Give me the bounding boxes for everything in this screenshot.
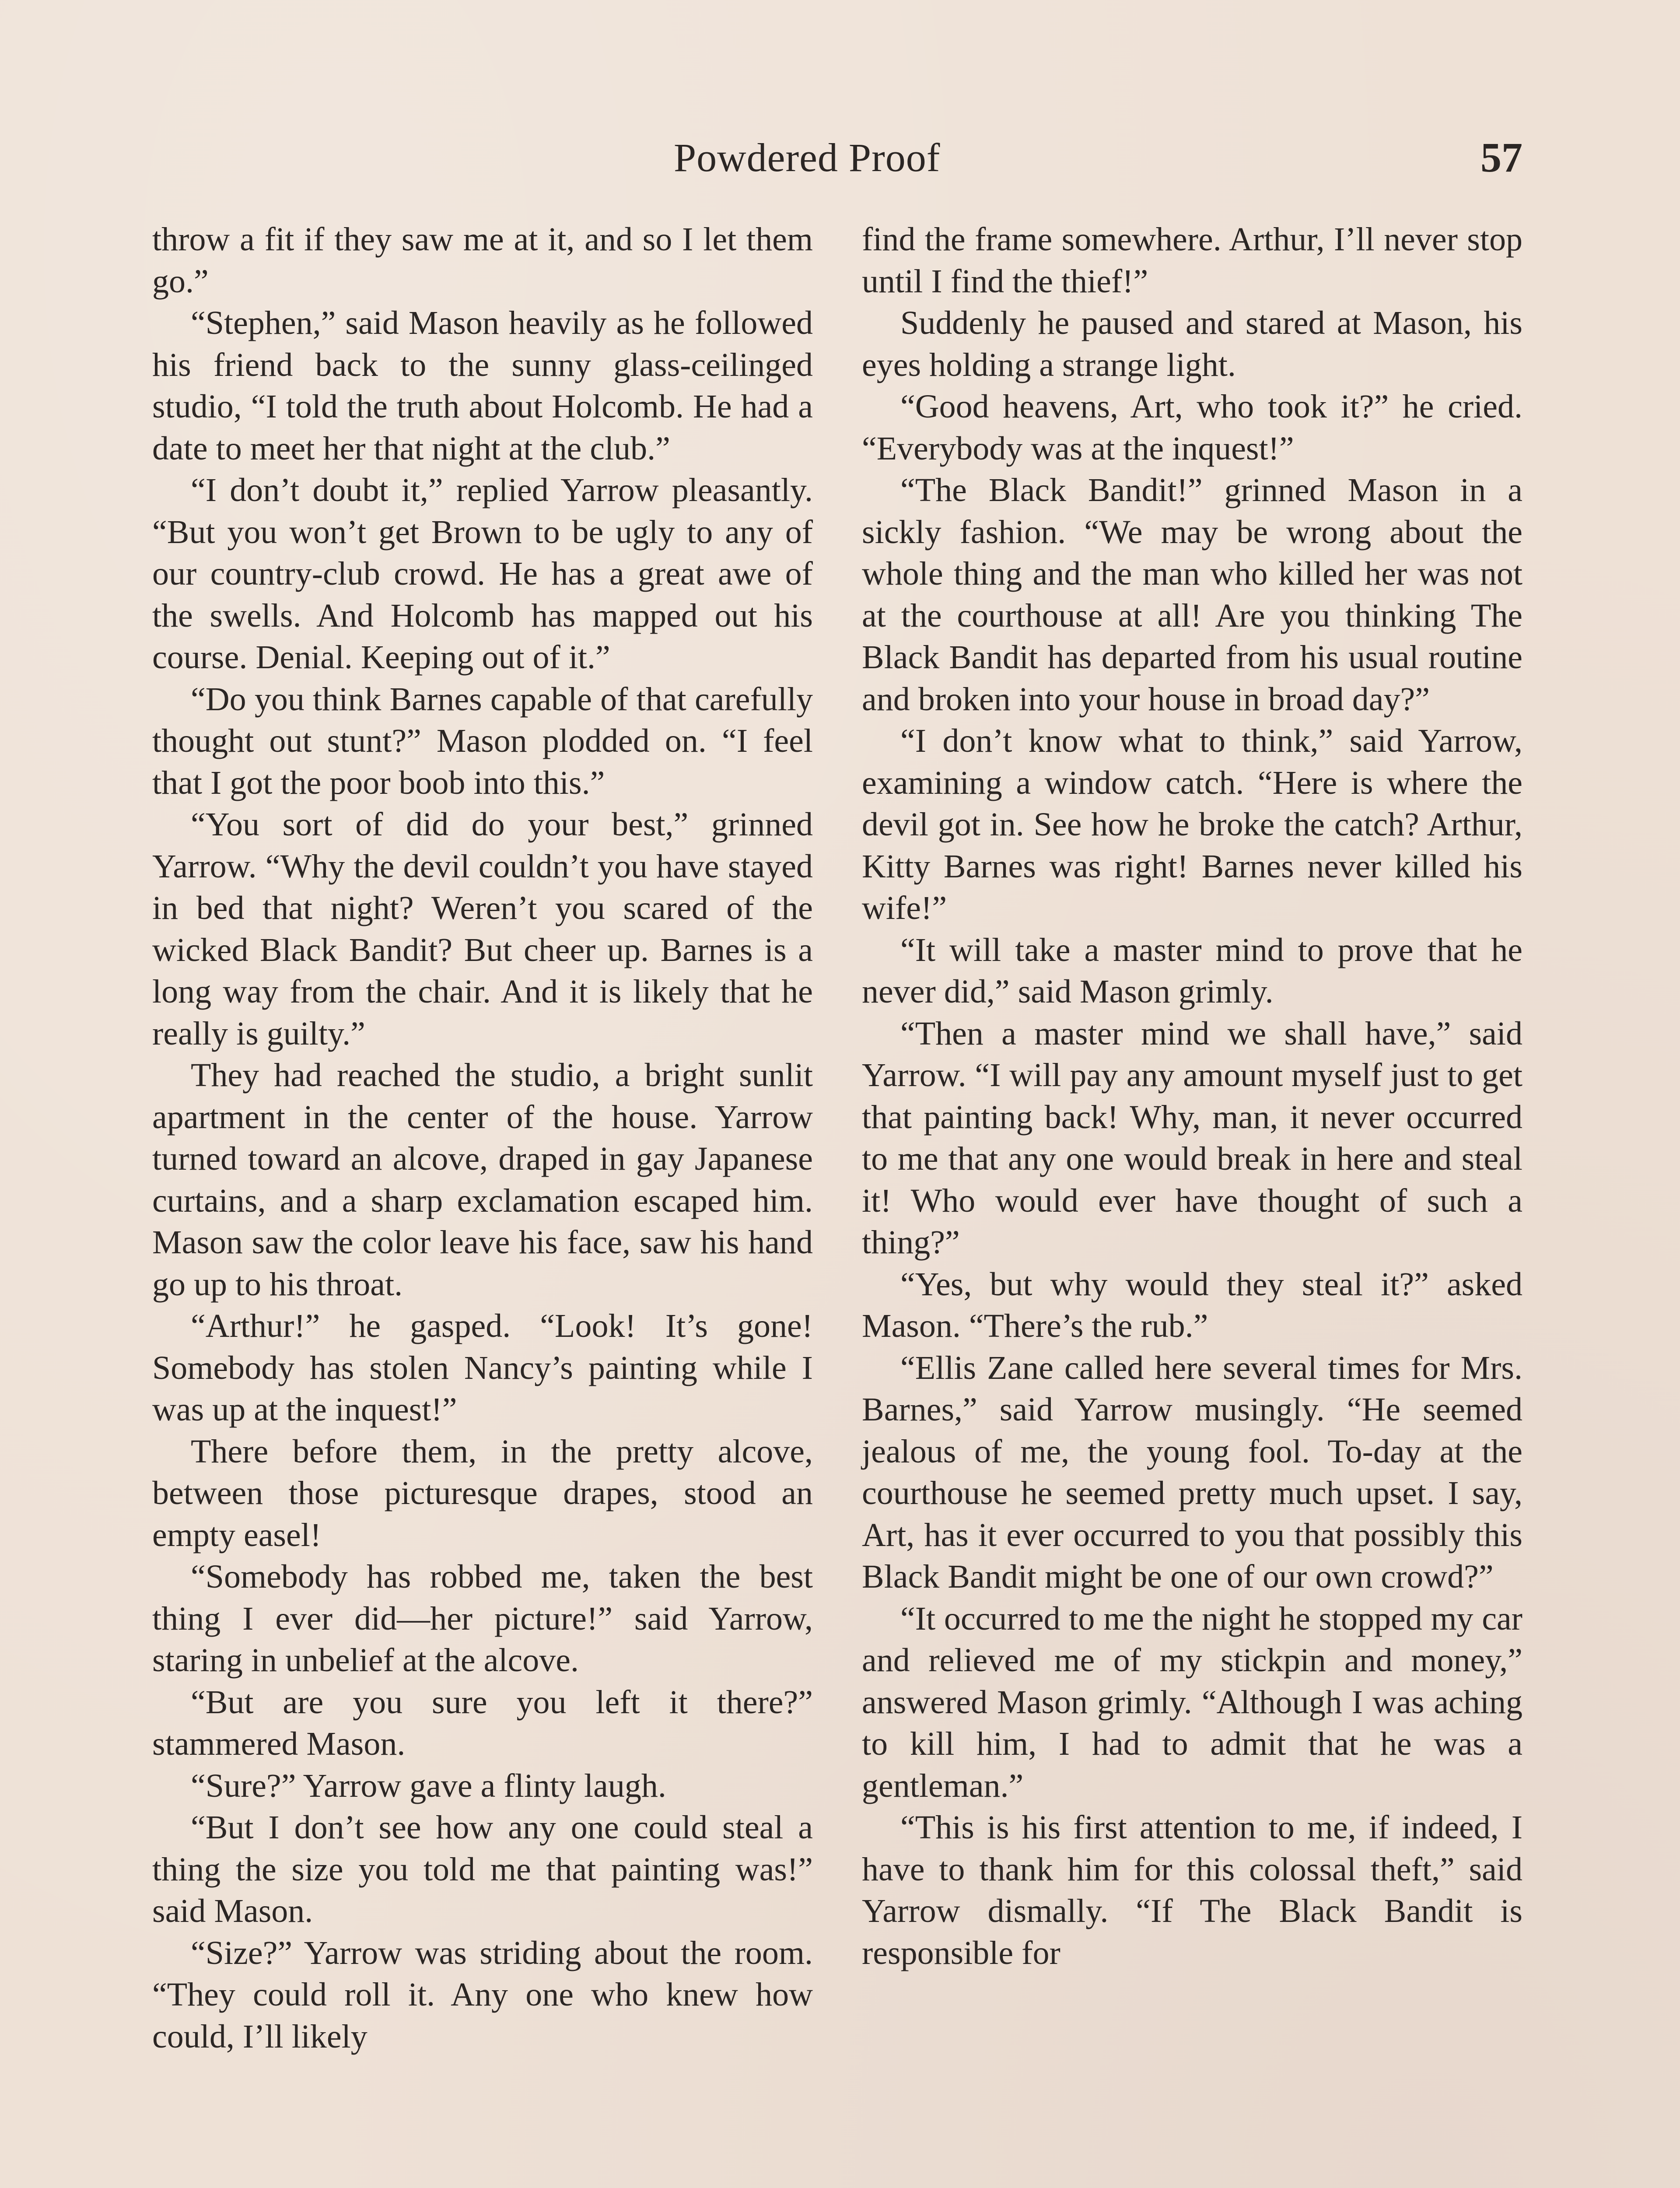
paragraph: There before them, in the pretty alcove, between those picturesque drapes, stood an empty easel! [152,1433,813,1553]
paragraph: “This is his first attention to me, if indeed, I have to thank him for this colossal theft,” said Yarrow dismally. “If The Black Bandit is responsible for [862,1809,1522,1971]
paragraph: “Somebody has robbed me, taken the best thing I ever did—her picture!” said Yarrow, staring in unbelief at the alcove. [152,1558,813,1679]
paragraph: “I don’t doubt it,” replied Yarrow pleasantly. “But you won’t get Brown to be ugly to any of our country-club crowd. He has a great awe of the swells. And Holcomb has mapped out his course. Denial. Keeping out of it.” [152,472,813,676]
running-title: Powdered Proof [674,135,941,180]
paragraph: “Yes, but why would they steal it?” asked Mason. “There’s the rub.” [862,1266,1522,1344]
paragraph: “But I don’t see how any one could steal a thing the size you told me that painting was!” said Mason. [152,1809,813,1929]
page-number: 57 [1480,134,1522,181]
paragraph: They had reached the studio, a bright sunlit apartment in the center of the house. Yarrow turned toward an alcove, draped in gay Japanese curtains, and a sharp exclamation escaped him. Mason saw the color leave his face, saw his hand go up to his throat. [152,1057,813,1303]
paragraph: “It will take a master mind to prove that he never did,” said Mason grimly. [862,931,1522,1010]
paragraph: “Ellis Zane called here several times for Mrs. Barnes,” said Yarrow musingly. “He seemed jealous of me, the young fool. To-day at the courthouse he seemed pretty much upset. I say, Art, has it ever occurred to you that possibly this Black Bandit might be one of our own crowd?” [862,1349,1522,1595]
paragraph: “I don’t know what to think,” said Yarrow, examining a window catch. “Here is where the devil got in. See how he broke the catch? Arthur, Kitty Barnes was right! Barnes never killed his wife!” [862,722,1522,926]
paragraph: “Do you think Barnes capable of that carefully thought out stunt?” Mason plodded on. “I feel that I got the poor boob into this.” [152,680,813,801]
paragraph: “You sort of did do your best,” grinned Yarrow. “Why the devil couldn’t you have stayed in bed that night? Weren’t you scared of the wicked Black Bandit? But cheer up. Barnes is a long way from the chair. And it is likely that he really is guilty.” [152,806,813,1052]
left-column [152,219,813,2058]
paragraph: “Size?” Yarrow was striding about the room. “They could roll it. Any one who knew how could, I’ll likely [152,1934,813,2055]
paragraph: “The Black Bandit!” grinned Mason in a sickly fashion. “We may be wrong about the whole thing and the man who killed her was not at the courthouse at all! Are you thinking The Black Bandit has departed from his usual routine and broken into your house in broad day?” [862,472,1522,718]
paragraph: find the frame somewhere. Arthur, I’ll never stop until I find the thief!” [862,221,1522,300]
paragraph: “It occurred to me the night he stopped my car and relieved me of my stickpin and money,” answered Mason grimly. “Although I was aching to kill him, I had to admit that he was a gentleman.” [862,1600,1522,1804]
paragraph: “Then a master mind we shall have,” said Yarrow. “I will pay any amount myself just to get that painting back! Why, man, it never occurred to me that any one would break in here and steal it! Who would ever have thought of such a thing?” [862,1015,1522,1261]
paragraph: throw a fit if they saw me at it, and so I let them go.” [152,221,813,300]
running-header [0,131,1680,184]
paragraph: “Arthur!” he gasped. “Look! It’s gone! Somebody has stolen Nancy’s painting while I was up at the inquest!” [152,1308,813,1428]
paragraph: “Sure?” Yarrow gave a flinty laugh. [191,1767,666,1804]
paragraph: Suddenly he paused and stared at Mason, his eyes holding a strange light. [862,305,1522,383]
paragraph: “But are you sure you left it there?” stammered Mason. [152,1683,813,1762]
paragraph: “Good heavens, Art, who took it?” he cried. “Everybody was at the inquest!” [862,388,1522,467]
paragraph: “Stephen,” said Mason heavily as he followed his friend back to the sunny glass-ceilinged studio, “I told the truth about Holcomb. He had a date to meet her that night at the club.” [152,305,813,467]
right-column [862,219,1522,1974]
